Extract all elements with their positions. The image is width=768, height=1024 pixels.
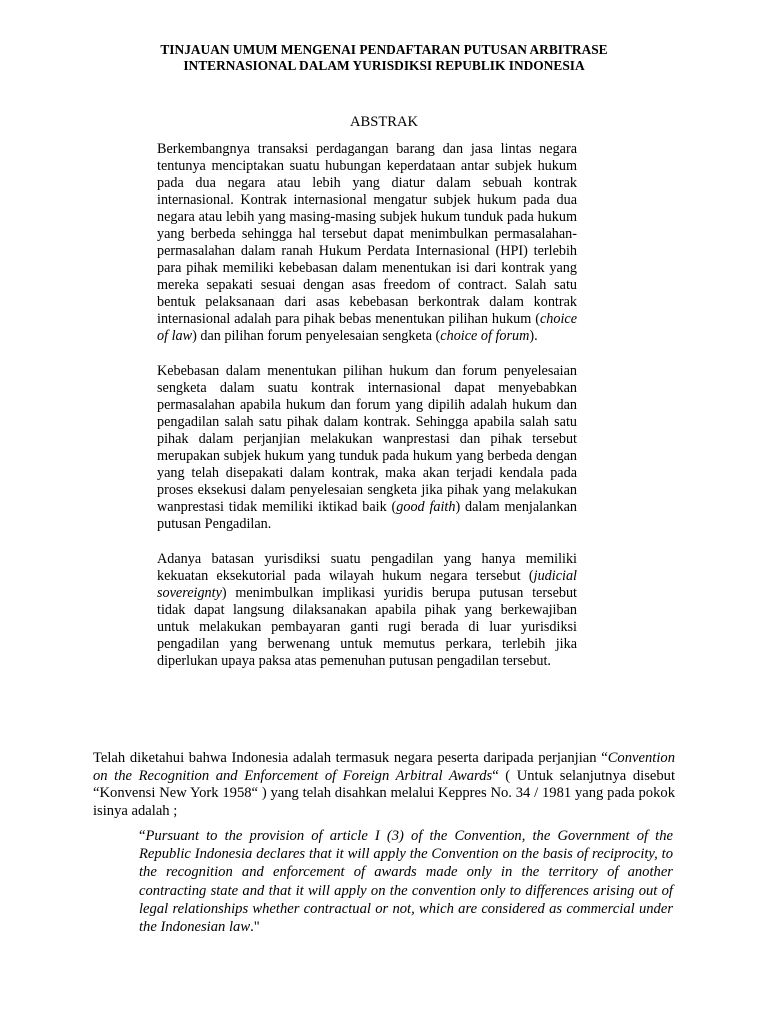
body-p1-italic-convention-title: Convention on the Recognition and Enforcement of Foreign Arbitral Awards <box>93 750 675 784</box>
abstract-p1-text-c: ). <box>529 328 538 344</box>
abstract-p1-italic-choice-of-forum: choice of forum <box>440 328 530 344</box>
title-line-1: TINJAUAN UMUM MENGENAI PENDAFTARAN PUTUSAN ARBITRASE <box>160 42 608 57</box>
quote-close-mark: ." <box>250 919 260 936</box>
document-title <box>0 42 768 74</box>
quote-text: Pursuant to the provision of article I (3) of the Convention, the Government of the Republic Indonesia declares that it will apply the Convention on the basis of reciprocity, to the recognition and enforcement of awards made only in the territory of another contracting state and that it will apply on the convention only to differences arising out of legal relationships whether contractual or not, which are considered as commercial under the Indonesian law <box>139 828 673 936</box>
body-section <box>93 750 675 821</box>
abstract-p1-text-a: Berkembangnya transaksi perdagangan barang dan jasa lintas negara tentunya menciptakan suatu hubungan keperdataan antar subjek hukum pada dua negara atau lebih yang diatur dalam sebuah kontrak internasional. Kontrak internasional mengatur subjek hukum pada dua negara atau lebih yang masing-masing subjek hukum tunduk pada hukum yang berbeda sehingga hal tersebut dapat menimbulkan permasalahan-permasalahan dalam ranah Hukum Perdata Internasional (HPI) terlebih para pihak memiliki kebebasan dalam menentukan isi dari kontrak yang mereka sepakati sesuai dengan asas freedom of contract. Salah satu bentuk pelaksanaan dari asas kebebasan berkontrak dalam kontrak internasional adalah para pihak bebas menentukan pilihan hukum ( <box>157 141 577 327</box>
quote-block <box>139 827 673 936</box>
body-p1-text-b: “ ( Untuk selanjutnya disebut “Konvensi New York 1958“ ) yang telah disahkan melalui Keppres No. 34 / 1981 yang pada pokok isinya adalah ; <box>93 767 675 820</box>
abstract-p3-text-b: ) menimbulkan implikasi yuridis berupa putusan tersebut tidak dapat langsung dilaksanakan apabila pihak yang berkewajiban untuk melakukan pembayaran ganti rugi berada di luar yurisdiksi pengadilan yang berwenang untuk memutus perkara, terlebih jika diperlukan upaya paksa atas pemenuhan putusan pengadilan tersebut. <box>157 585 577 669</box>
body-paragraph-1 <box>93 750 675 821</box>
abstract-heading: ABSTRAK <box>349 114 419 130</box>
body-p1-text-a: Telah diketahui bahwa Indonesia adalah termasuk negara peserta daripada perjanjian “ <box>93 750 608 766</box>
abstract-section <box>157 141 577 688</box>
abstract-paragraph-3 <box>157 551 577 670</box>
abstract-p3-text-a: Adanya batasan yurisdiksi suatu pengadilan yang hanya memiliki kekuatan eksekutorial pada wilayah hukum negara tersebut ( <box>157 551 577 584</box>
abstract-p2-text-a: Kebebasan dalam menentukan pilihan hukum dan forum penyelesaian sengketa dalam suatu kontrak internasional dapat menyebabkan permasalahan apabila hukum dan forum yang dipilih adalah hukum dan pengadilan salah satu pihak dalam kontrak. Sehingga apabila salah satu pihak dalam perjanjian melakukan wanprestasi dan pihak tersebut merupakan subjek hukum yang tunduk pada hukum yang berbeda dengan yang telah disepakati dalam kontrak, maka akan terjadi kendala pada proses eksekusi dalam penyelesaian sengketa jika pihak yang melakukan wanprestasi tidak memiliki iktikad baik ( <box>157 363 577 515</box>
abstract-p3-italic-judicial-sovereignty: judicial sovereignty <box>157 568 577 601</box>
abstract-paragraph-1 <box>157 141 577 345</box>
abstract-paragraph-2 <box>157 363 577 533</box>
quote-open-mark: “ <box>139 828 146 844</box>
abstract-p2-italic-good-faith: good faith <box>396 499 456 515</box>
abstract-p2-text-b: ) dalam menjalankan putusan Pengadilan. <box>157 499 577 532</box>
abstract-p1-italic-choice-of-law: choice of law <box>157 311 577 344</box>
title-line-2: INTERNASIONAL DALAM YURISDIKSI REPUBLIK INDONESIA <box>183 58 585 73</box>
abstract-p1-text-b: ) dan pilihan forum penyelesaian sengketa ( <box>192 328 441 344</box>
